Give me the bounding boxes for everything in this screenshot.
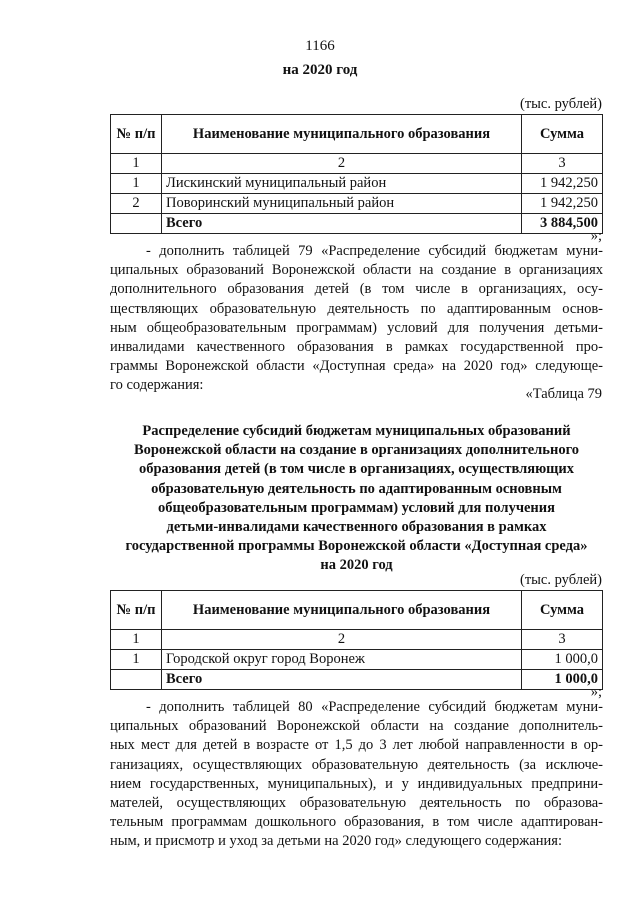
index-cell: 1: [111, 154, 162, 174]
total-label: Всего: [162, 214, 522, 234]
table-header-row: [111, 591, 603, 630]
title-line: детьми-инвалидами качественного образования в рамках: [166, 519, 547, 536]
index-cell: 1: [111, 630, 162, 650]
paragraph-line: - дополнить таблицей 79 «Распределение субсидий бюджетам муни-: [146, 243, 603, 259]
row-name: Лискинский муниципальный район: [162, 174, 522, 194]
table2: [110, 590, 603, 690]
header-name: Наименование муниципального образования: [162, 591, 522, 630]
header-sum: Сумма: [522, 115, 603, 154]
total-empty-cell: [111, 670, 162, 690]
table-total-row: [111, 214, 603, 234]
paragraph-line: инвалидами качественного образования в рамках государственной про-: [110, 339, 603, 356]
title-line: образования детей (в том числе в организациях, осуществляющих: [138, 461, 574, 478]
total-value: 1 000,0: [522, 670, 603, 690]
paragraph-line: нием государственных, муниципальных), и у индивидуальных предприни-: [110, 775, 603, 792]
total-label: Всего: [162, 670, 522, 690]
row-number: 1: [111, 650, 162, 670]
table-index-row: [111, 154, 603, 174]
row-sum: 1 000,0: [522, 650, 603, 670]
header-number: № п/п: [111, 115, 162, 154]
row-sum: 1 942,250: [522, 174, 603, 194]
table-index-row: [111, 630, 603, 650]
row-number: 1: [111, 174, 162, 194]
table-total-row: [111, 670, 603, 690]
header-sum: Сумма: [522, 591, 603, 630]
table79-label: «Таблица 79: [525, 386, 602, 402]
table2-units: (тыс. рублей): [520, 572, 602, 588]
table-row: [111, 174, 603, 194]
index-cell: 3: [522, 630, 603, 650]
paragraph-line: ципальных образований Воронежской области на создание в организациях: [110, 262, 603, 279]
paragraph-line: дополнительного образования детей (в том числе в организациях, осу-: [110, 281, 603, 298]
header-name: Наименование муниципального образования: [162, 115, 522, 154]
paragraph-line: ганизациях, осуществляющих образовательную деятельность (за исключе-: [110, 756, 603, 773]
row-name: Городской округ город Воронеж: [162, 650, 522, 670]
table79-title: [110, 422, 603, 576]
paragraph-line: го содержания:: [110, 377, 204, 394]
paragraph-line: мателей, осуществляющих образовательную деятельность по образова-: [110, 795, 603, 812]
paragraph-table80-intro: [110, 698, 603, 852]
table1: [110, 114, 603, 234]
row-name: Поворинский муниципальный район: [162, 194, 522, 214]
paragraph-line: - дополнить таблицей 80 «Распределение субсидий бюджетам муни-: [146, 699, 603, 715]
page-number: 1166: [305, 38, 335, 54]
row-sum: 1 942,250: [522, 194, 603, 214]
title-line: образовательную деятельность по адаптированным основным: [151, 480, 562, 497]
paragraph-line: ных мест для детей в возрасте от 1,5 до 3 лет любой направленности в ор-: [110, 737, 603, 754]
title-line: на 2020 год: [320, 557, 393, 574]
paragraph-line: ществляющих образовательную деятельность по адаптированным основ-: [110, 300, 603, 317]
table-header-row: [111, 115, 603, 154]
paragraph-line: ципальных образований Воронежской области на создание дополнитель-: [110, 718, 603, 735]
index-cell: 2: [162, 630, 522, 650]
total-value: 3 884,500: [522, 214, 603, 234]
paragraph-line: граммы Воронежской области «Доступная среда» на 2020 год» следующе-: [110, 358, 603, 375]
title-line: государственной программы Воронежской области «Доступная среда»: [125, 538, 588, 555]
table1-units: (тыс. рублей): [520, 96, 602, 112]
closing-quote: »;: [590, 228, 602, 244]
paragraph-line: ным, и присмотр и уход за детьми на 2020 год» следующего содержания:: [110, 833, 562, 850]
closing-quote: »;: [590, 684, 602, 700]
row-number: 2: [111, 194, 162, 214]
title-line: Воронежской области на создание в организациях дополнительного: [133, 442, 580, 459]
index-cell: 3: [522, 154, 603, 174]
table-row: [111, 194, 603, 214]
title-line: общеобразовательным программам) условий для получения: [157, 499, 555, 516]
year-heading: на 2020 год: [282, 62, 358, 78]
index-cell: 2: [162, 154, 522, 174]
total-empty-cell: [111, 214, 162, 234]
paragraph-line: ным общеобразовательным программам) условий для получения детьми-: [110, 319, 603, 336]
header-number: № п/п: [111, 591, 162, 630]
title-line: Распределение субсидий бюджетам муниципальных образований: [142, 423, 571, 439]
paragraph-table79-intro: [110, 242, 603, 396]
paragraph-line: тельным программам дошкольного образования, в том числе адаптирован-: [110, 814, 603, 831]
table-row: [111, 650, 603, 670]
